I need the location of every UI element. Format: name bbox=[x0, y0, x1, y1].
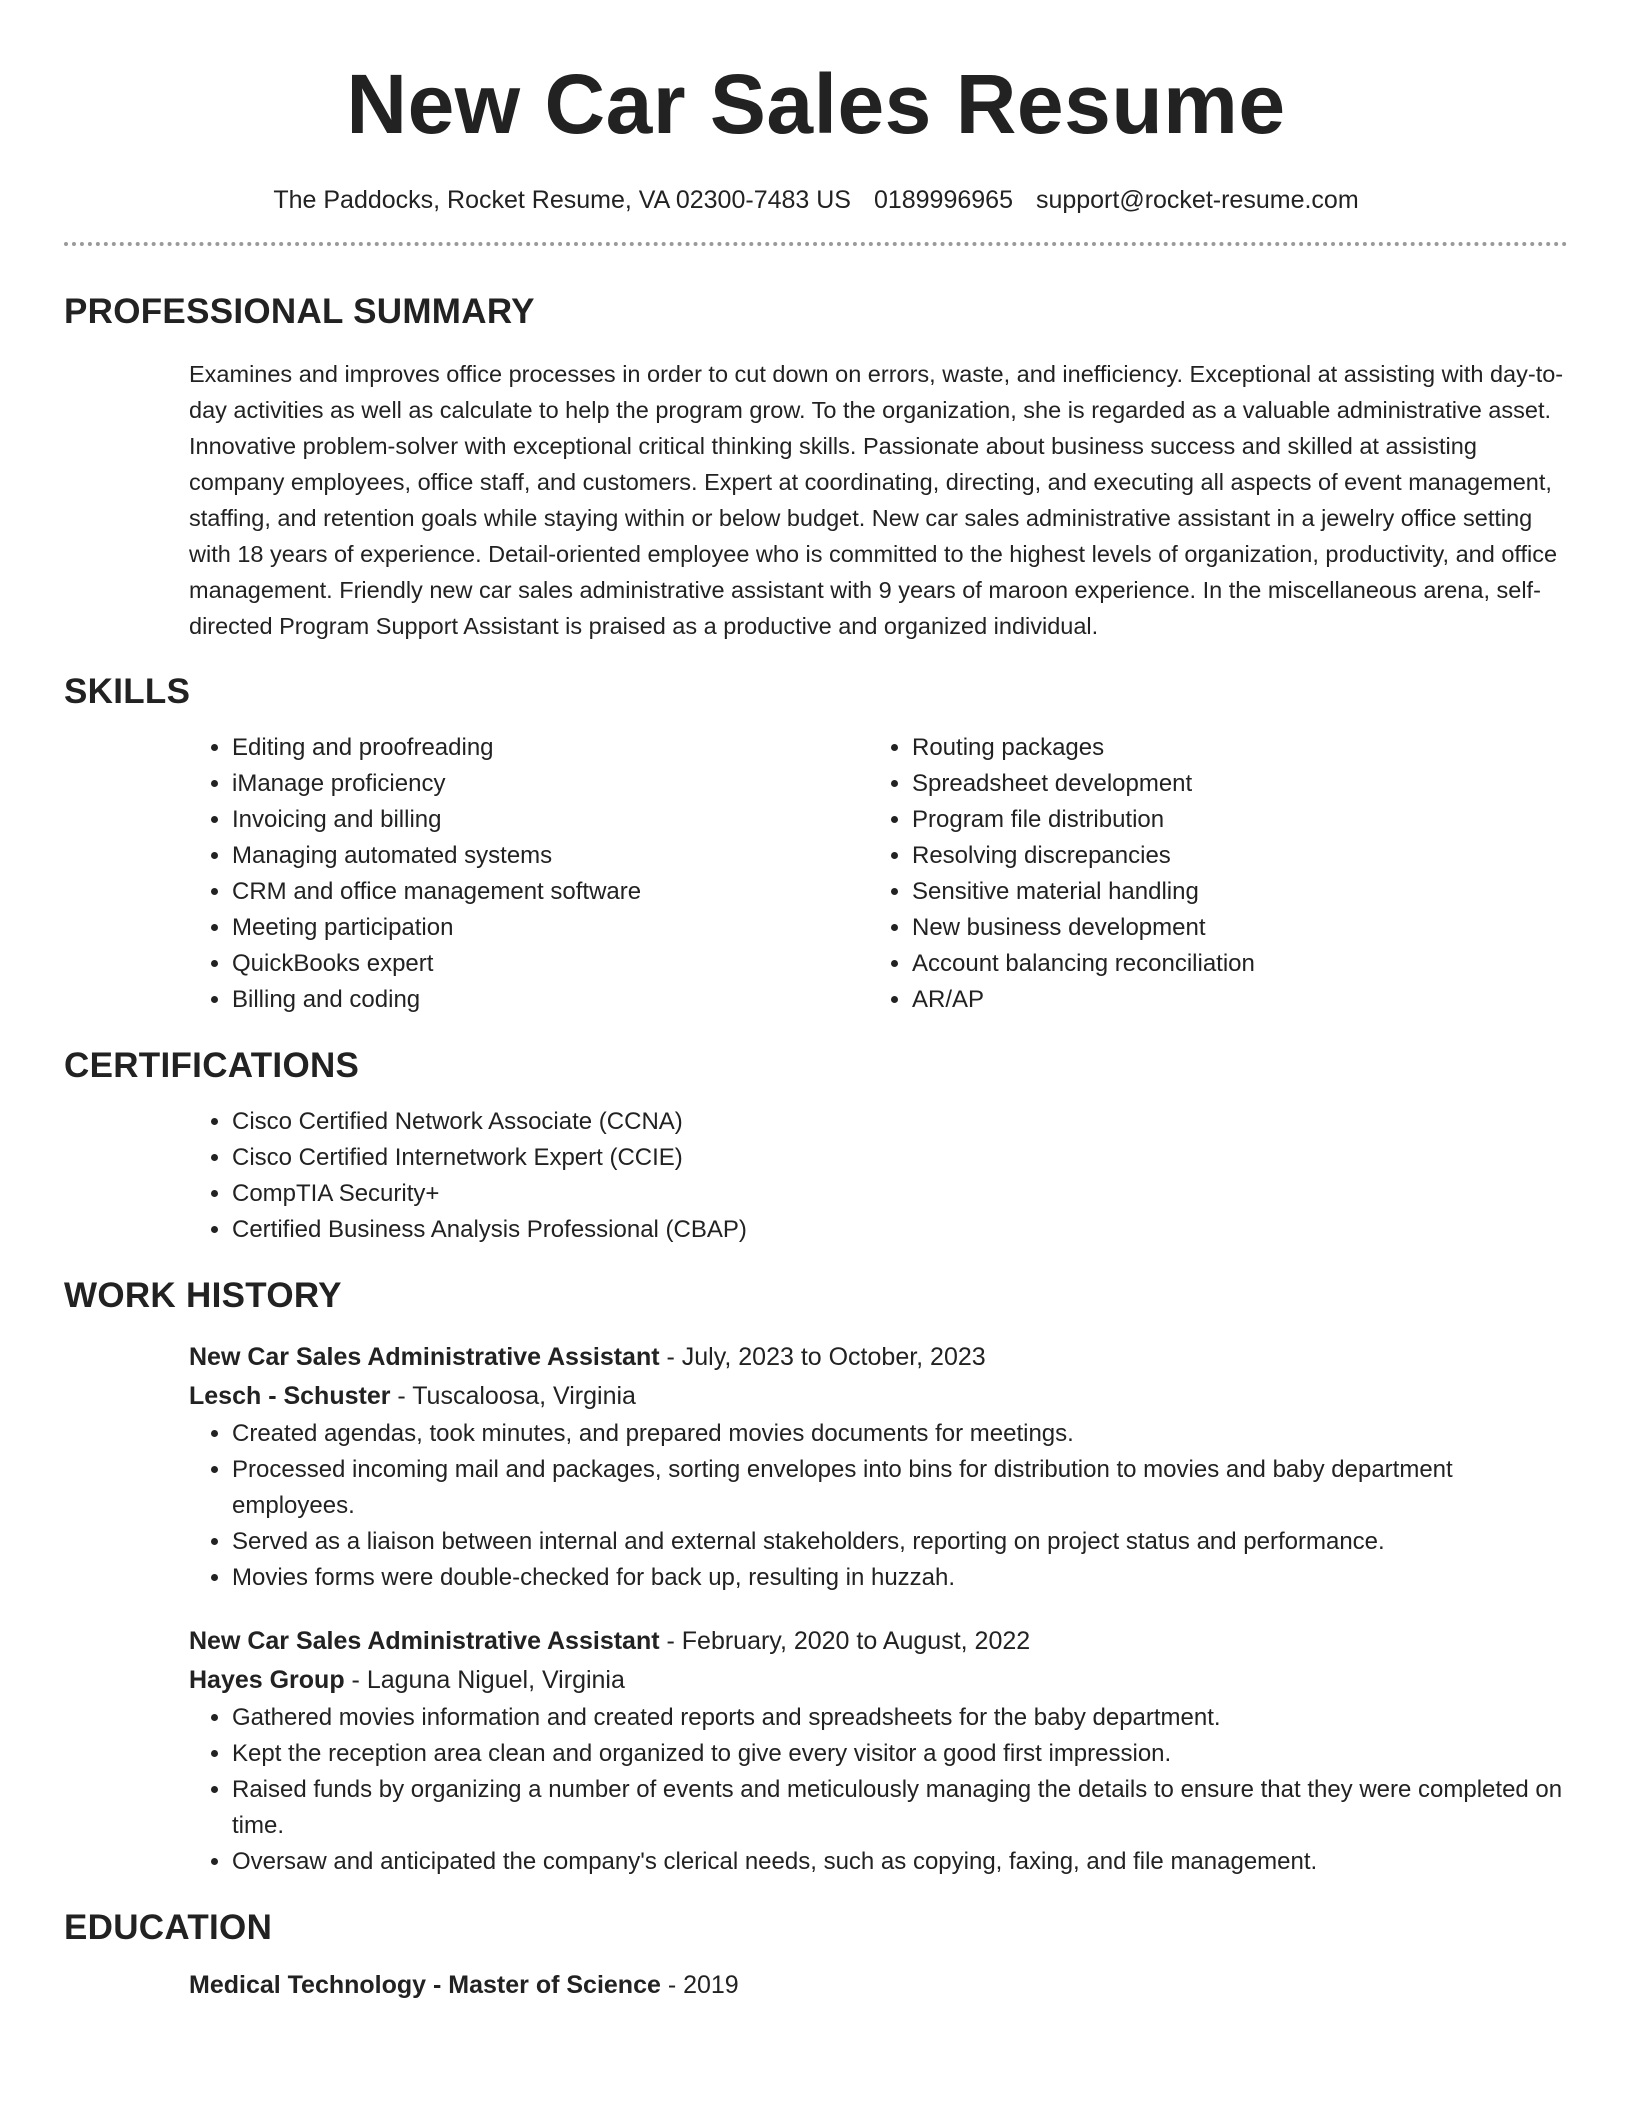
job-title-line bbox=[189, 1338, 1568, 1377]
job-bullets bbox=[189, 1416, 1568, 1596]
job-bullets bbox=[189, 1700, 1568, 1880]
job-entry bbox=[189, 1622, 1568, 1880]
job-role: New Car Sales Administrative Assistant bbox=[189, 1343, 660, 1371]
education-heading: EDUCATION bbox=[64, 1908, 273, 1947]
list-item: • Movies forms were double-checked for back up, resulting in huzzah. bbox=[232, 1560, 1568, 1596]
contact-address: The Paddocks, Rocket Resume, VA 02300-7483 US bbox=[273, 186, 851, 214]
skills-list-left bbox=[189, 730, 869, 1018]
list-item: • Sensitive material handling bbox=[912, 874, 1549, 910]
summary-body bbox=[189, 356, 1568, 644]
education-degree: Medical Technology - Master of Science bbox=[189, 1971, 661, 1999]
work-body bbox=[189, 1338, 1568, 1880]
list-item: • Created agendas, took minutes, and prepared movies documents for meetings. bbox=[232, 1416, 1568, 1452]
list-item: • QuickBooks expert bbox=[232, 946, 869, 982]
list-item: • Raised funds by organizing a number of events and meticulously managing the details to ensure that they were completed on time. bbox=[232, 1772, 1568, 1844]
list-item: • Kept the reception area clean and organized to give every visitor a good first impression. bbox=[232, 1736, 1568, 1772]
job-dates: - July, 2023 to October, 2023 bbox=[659, 1343, 986, 1371]
job-company-line bbox=[189, 1661, 1568, 1700]
list-item: • Oversaw and anticipated the company's clerical needs, such as copying, faxing, and file management. bbox=[232, 1844, 1568, 1880]
summary-text: Examines and improves office processes in order to cut down on errors, waste, and inefficiency. Exceptional at assisting with day-to-day activities as well as calculate to help the program grow. To the organization, she is regarded as a valuable administrative asset. Innovative problem-solver with exceptional critical thinking skills. Passionate about business success and skilled at assisting company employees, office staff, and customers. Expert at coordinating, directing, and executing all aspects of event management, staffing, and retention goals while staying within or below budget. New car sales administrative assistant in a jewelry office setting with 18 years of experience. Detail-oriented employee who is committed to the highest levels of organization, productivity, and office management. Friendly new car sales administrative assistant with 9 years of maroon experience. In the miscellaneous arena, self-directed Program Support Assistant is praised as a productive and organized individual. bbox=[189, 361, 1564, 639]
education-line bbox=[189, 1966, 1568, 2005]
list-item: • Certified Business Analysis Professional (CBAP) bbox=[232, 1212, 1568, 1248]
list-item: • Editing and proofreading bbox=[232, 730, 869, 766]
list-item: • New business development bbox=[912, 910, 1549, 946]
skills-heading: SKILLS bbox=[64, 672, 191, 711]
list-item: • Invoicing and billing bbox=[232, 802, 869, 838]
list-item: • Billing and coding bbox=[232, 982, 869, 1018]
job-company: Lesch - Schuster bbox=[189, 1382, 391, 1410]
list-item: • Served as a liaison between internal and external stakeholders, reporting on project status and performance. bbox=[232, 1524, 1568, 1560]
skills-list-right bbox=[869, 730, 1549, 1018]
list-item: • Program file distribution bbox=[912, 802, 1549, 838]
list-item: • Spreadsheet development bbox=[912, 766, 1549, 802]
job-role: New Car Sales Administrative Assistant bbox=[189, 1627, 660, 1655]
summary-heading: PROFESSIONAL SUMMARY bbox=[64, 292, 535, 331]
contact-line bbox=[64, 184, 1568, 216]
summary-section bbox=[64, 290, 1568, 644]
job-title-line bbox=[189, 1622, 1568, 1661]
certifications-heading: CERTIFICATIONS bbox=[64, 1046, 360, 1085]
list-item: • AR/AP bbox=[912, 982, 1549, 1018]
skills-column-right bbox=[869, 730, 1549, 1018]
list-item: • Gathered movies information and created reports and spreadsheets for the baby department. bbox=[232, 1700, 1568, 1736]
certifications-list bbox=[189, 1104, 1568, 1248]
list-item: • Routing packages bbox=[912, 730, 1549, 766]
list-item: • CRM and office management software bbox=[232, 874, 869, 910]
contact-phone: 0189996965 bbox=[873, 186, 1013, 214]
list-item: • iManage proficiency bbox=[232, 766, 869, 802]
work-section bbox=[64, 1274, 1568, 1880]
list-item: • Cisco Certified Network Associate (CCNA) bbox=[232, 1104, 1568, 1140]
job-dates: - February, 2020 to August, 2022 bbox=[659, 1627, 1031, 1655]
contact-email: support@rocket-resume.com bbox=[1035, 186, 1359, 214]
education-section bbox=[64, 1906, 1568, 2005]
skills-grid bbox=[189, 730, 1568, 1018]
education-body bbox=[189, 1966, 1568, 2005]
education-year: - 2019 bbox=[660, 1971, 739, 1999]
job-location: - Laguna Niguel, Virginia bbox=[344, 1666, 625, 1694]
list-item: • Resolving discrepancies bbox=[912, 838, 1549, 874]
header-divider bbox=[64, 242, 1568, 246]
list-item: • Meeting participation bbox=[232, 910, 869, 946]
list-item: • Account balancing reconciliation bbox=[912, 946, 1549, 982]
list-item: • Processed incoming mail and packages, sorting envelopes into bins for distribution to movies and baby department employees. bbox=[232, 1452, 1568, 1524]
work-heading: WORK HISTORY bbox=[64, 1276, 342, 1315]
job-company-line bbox=[189, 1377, 1568, 1416]
certifications-body bbox=[189, 1104, 1568, 1248]
job-entry bbox=[189, 1338, 1568, 1596]
list-item: • CompTIA Security+ bbox=[232, 1176, 1568, 1212]
list-item: • Cisco Certified Internetwork Expert (CCIE) bbox=[232, 1140, 1568, 1176]
job-company: Hayes Group bbox=[189, 1666, 345, 1694]
page-title: New Car Sales Resume bbox=[346, 57, 1286, 151]
skills-section bbox=[64, 670, 1568, 1018]
job-location: - Tuscaloosa, Virginia bbox=[390, 1382, 636, 1410]
list-item: • Managing automated systems bbox=[232, 838, 869, 874]
certifications-section bbox=[64, 1044, 1568, 1248]
skills-column-left bbox=[189, 730, 869, 1018]
